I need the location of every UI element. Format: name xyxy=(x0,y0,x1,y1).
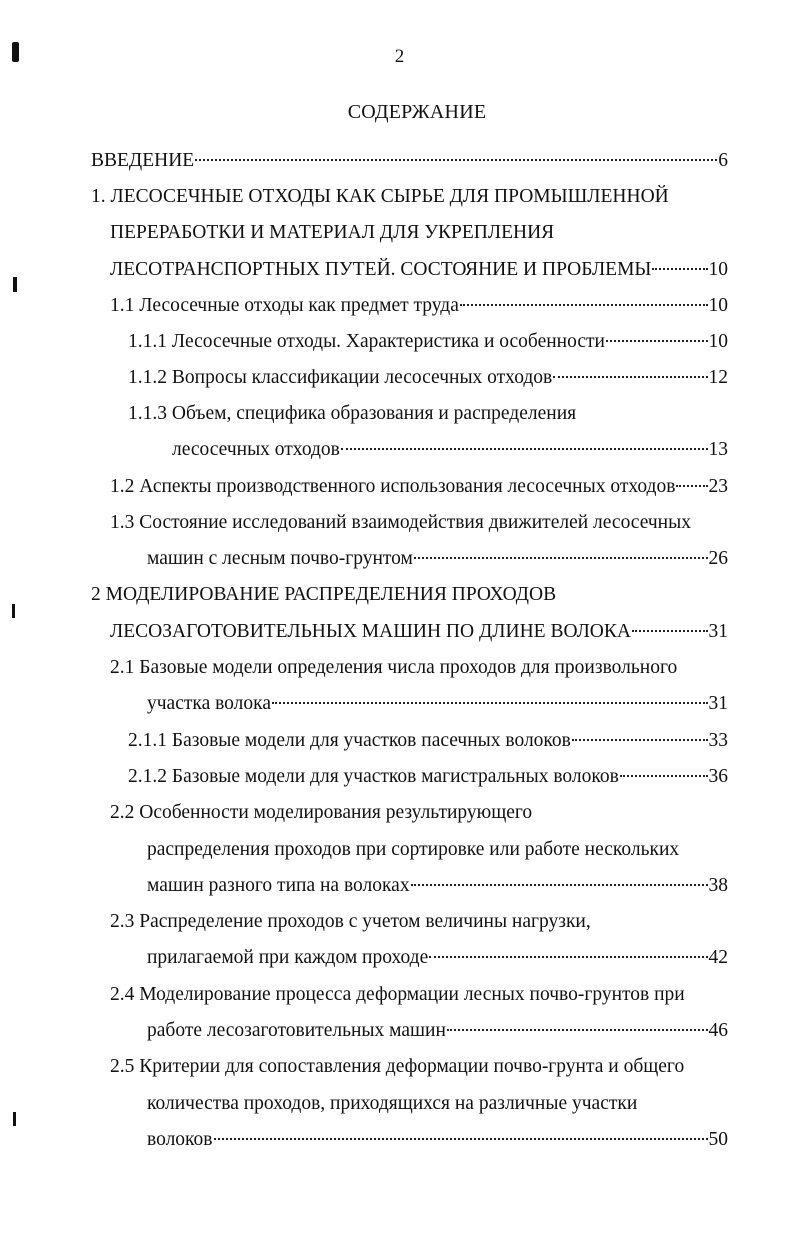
page-number: 2 xyxy=(394,46,405,67)
toc-entry xyxy=(147,945,728,971)
toc-entry-text: лесосечных отходов xyxy=(172,439,340,460)
toc-entry xyxy=(110,293,728,319)
toc-entry xyxy=(172,437,728,463)
dot-leader xyxy=(272,702,708,704)
toc-entry xyxy=(128,764,728,790)
toc-entry xyxy=(128,728,728,754)
toc-entry-text: волоков xyxy=(147,1129,213,1150)
toc-entry-text: 2.4 Моделирование процесса деформации лесных почво-грунтов при xyxy=(110,984,685,1005)
toc-entry-text: ЛЕСОЗАГОТОВИТЕЛЬНЫХ МАШИН ПО ДЛИНЕ ВОЛОКА xyxy=(110,621,631,642)
toc-entry-text: 2.2 Особенности моделирования результирующего xyxy=(110,802,533,823)
toc-entry xyxy=(147,546,728,572)
toc-entry-page: 26 xyxy=(708,548,728,569)
toc-entry-page: 12 xyxy=(708,367,728,388)
dot-leader xyxy=(553,376,707,378)
toc-entry xyxy=(110,909,728,935)
toc-entry xyxy=(147,691,728,717)
toc-entry xyxy=(110,982,728,1008)
toc-entry-text: 1.1.2 Вопросы классификации лесосечных отходов xyxy=(128,367,553,388)
toc-entry-text: 1.2 Аспекты производственного использования лесосечных отходов xyxy=(110,476,676,497)
toc-entry-text: участка волока xyxy=(147,693,271,714)
toc-entry-page: 10 xyxy=(708,331,728,352)
dot-leader xyxy=(652,268,707,270)
dot-leader xyxy=(632,630,708,632)
toc-entry-page: 50 xyxy=(708,1129,728,1150)
toc-entry-text: прилагаемой при каждом проходе xyxy=(147,947,429,968)
toc-entry-page: 38 xyxy=(708,875,728,896)
dot-leader xyxy=(214,1138,708,1140)
dot-leader xyxy=(341,448,708,450)
toc-entry xyxy=(128,365,728,391)
dot-leader xyxy=(447,1029,708,1031)
toc-entry-text: 1.1 Лесосечные отходы как предмет труда xyxy=(110,295,459,316)
toc-entry xyxy=(110,655,728,681)
toc-entry-text: количества проходов, приходящихся на различные участки xyxy=(147,1093,638,1114)
toc-entry-page: 46 xyxy=(708,1020,728,1041)
toc-entry xyxy=(91,184,728,210)
toc-entry xyxy=(128,401,728,427)
scan-mark xyxy=(12,604,15,618)
scan-mark xyxy=(13,277,17,292)
toc-entry-text: 1. ЛЕСОСЕЧНЫЕ ОТХОДЫ КАК СЫРЬЕ ДЛЯ ПРОМЫШЛЕННОЙ xyxy=(91,186,669,207)
dot-leader xyxy=(572,739,708,741)
toc-entry-text: 2.3 Распределение проходов с учетом величины нагрузки, xyxy=(110,911,591,932)
toc-entry xyxy=(110,1054,728,1080)
toc-entry xyxy=(147,1018,728,1044)
toc-entry-page: 6 xyxy=(718,150,728,171)
toc-entry xyxy=(110,474,728,500)
dot-leader xyxy=(429,956,707,958)
toc-entry-page: 13 xyxy=(708,439,728,460)
toc-entry-page: 31 xyxy=(708,693,728,714)
toc-entry xyxy=(147,1091,728,1117)
toc-entry-page: 10 xyxy=(708,259,728,280)
toc-entry xyxy=(147,837,728,863)
toc-entry-page: 23 xyxy=(708,476,728,497)
toc-entry xyxy=(110,220,728,246)
toc-entry-text: 1.1.1 Лесосечные отходы. Характеристика и особенности xyxy=(128,331,605,352)
toc-entry-text: 2.1 Базовые модели определения числа проходов для произвольного xyxy=(110,657,678,678)
toc-entry xyxy=(110,619,728,645)
toc-entry-text: 2.1.1 Базовые модели для участков пасечных волоков xyxy=(128,730,571,751)
toc-heading: СОДЕРЖАНИЕ xyxy=(347,101,487,123)
dot-leader xyxy=(606,340,708,342)
toc-entry xyxy=(110,800,728,826)
scan-mark xyxy=(13,1112,16,1126)
toc-entry-page: 31 xyxy=(708,621,728,642)
toc-entry-page: 33 xyxy=(708,730,728,751)
toc-entry-text: машин разного типа на волоках xyxy=(147,875,410,896)
toc-entry xyxy=(147,873,728,899)
dot-leader xyxy=(620,775,708,777)
toc-entry-page: 10 xyxy=(708,295,728,316)
toc-entry-text: 2 МОДЕЛИРОВАНИЕ РАСПРЕДЕЛЕНИЯ ПРОХОДОВ xyxy=(91,584,557,605)
toc-entry-page: 42 xyxy=(708,947,728,968)
toc-entry xyxy=(110,510,728,536)
dot-leader xyxy=(676,485,707,487)
toc-entry xyxy=(91,582,728,608)
toc-entry xyxy=(147,1127,728,1153)
dot-leader xyxy=(460,304,708,306)
toc-entry xyxy=(91,148,728,174)
toc-entry-text: 1.1.3 Объем, специфика образования и распределения xyxy=(128,403,577,424)
toc-entry-text: распределения проходов при сортировке или работе нескольких xyxy=(147,839,680,860)
toc-entry-text: 2.5 Критерии для сопоставления деформации почво-грунта и общего xyxy=(110,1056,685,1077)
toc-entry-text: машин с лесным почво-грунтом xyxy=(147,548,413,569)
toc-entry-text: работе лесозаготовительных машин xyxy=(147,1020,446,1041)
toc-entry-text: ПЕРЕРАБОТКИ И МАТЕРИАЛ ДЛЯ УКРЕПЛЕНИЯ xyxy=(110,222,555,243)
toc-entry xyxy=(128,329,728,355)
toc-entry-text: ВВЕДЕНИЕ xyxy=(91,150,195,171)
dot-leader xyxy=(411,884,708,886)
dot-leader xyxy=(414,557,708,559)
dot-leader xyxy=(195,159,717,161)
toc-entry-page: 36 xyxy=(708,766,728,787)
toc-entry xyxy=(110,257,728,283)
toc-entry-text: ЛЕСОТРАНСПОРТНЫХ ПУТЕЙ. СОСТОЯНИЕ И ПРОБЛЕМЫ xyxy=(110,259,652,280)
toc-entry-text: 2.1.2 Базовые модели для участков магистральных волоков xyxy=(128,766,619,787)
toc-entry-text: 1.3 Состояние исследований взаимодействия движителей лесосечных xyxy=(110,512,691,533)
